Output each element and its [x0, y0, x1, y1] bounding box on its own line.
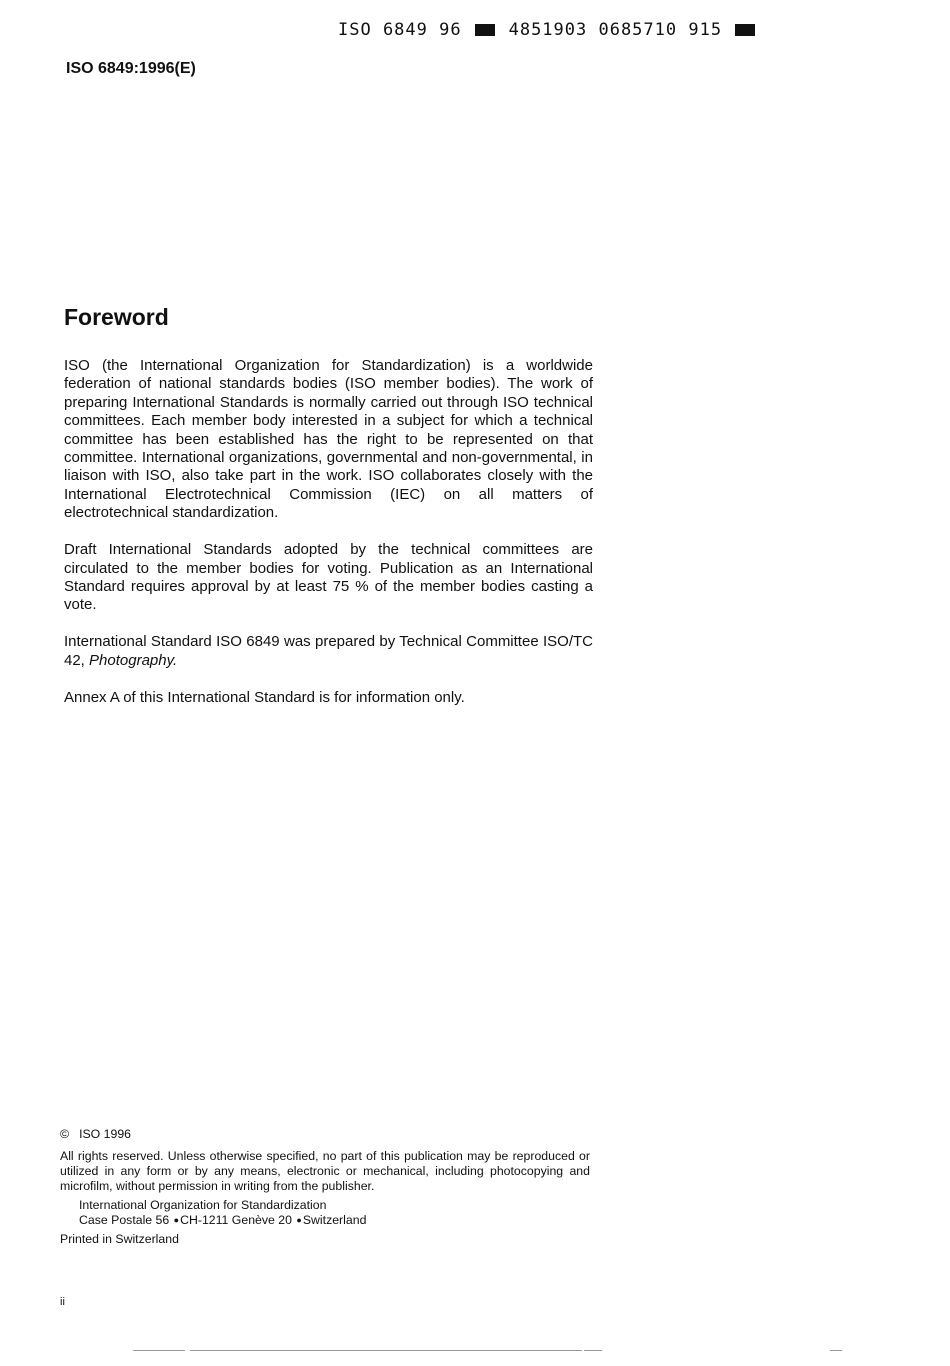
scan-artifact-line	[190, 1350, 582, 1351]
barcode-line	[338, 18, 755, 42]
foreword-title: Foreword	[64, 304, 169, 330]
paragraph-3-text: International Standard ISO 6849 was prepared by Technical Committee ISO/TC 42,	[64, 633, 593, 669]
barcode-block-2	[735, 24, 755, 36]
printed-in: Printed in Switzerland	[60, 1232, 179, 1246]
scan-artifact-line	[133, 1350, 185, 1351]
foreword-body	[64, 357, 593, 707]
foreword-paragraph-2: Draft International Standards adopted by the technical committees are circulated to the member bodies for voting. Publication as an International Standard requires approval by at least 75 % of the member bodies casting a vote.	[64, 541, 593, 614]
publisher-address	[60, 1198, 590, 1228]
page-number: ii	[60, 1296, 65, 1308]
copyright-icon: ©	[60, 1127, 70, 1141]
publisher-name: International Organization for Standardization	[79, 1198, 327, 1212]
copyright-year: ISO 1996	[79, 1127, 132, 1141]
address-part-2: CH-1211 Genève 20	[180, 1213, 292, 1227]
postal-address	[79, 1213, 590, 1228]
foreword-paragraph-3	[64, 633, 593, 670]
copyright-block	[60, 1127, 590, 1247]
rights-statement: All rights reserved. Unless otherwise specified, no part of this publication may be reproduced or utilized in any form or by any means, electronic or mechanical, including photocopying and microfilm, without permission in writing from the publisher.	[60, 1149, 590, 1193]
address-part-1: Case Postale 56	[79, 1213, 170, 1227]
bullet-icon: ●	[296, 1215, 302, 1225]
barcode-block-1	[475, 24, 495, 36]
document-id: ISO 6849:1996(E)	[66, 60, 196, 77]
copyright-line	[60, 1127, 590, 1142]
address-part-3: Switzerland	[302, 1213, 367, 1227]
scan-artifact-line	[584, 1350, 602, 1351]
barcode-segment-1: ISO 6849 96	[338, 20, 462, 40]
foreword-paragraph-1: ISO (the International Organization for Standardization) is a worldwide federation of national standards bodies (ISO member bodies). The work of preparing International Standards is normally carried out through ISO technical committees. Each member body interested in a subject for which a technical committee has been established has the right to be represented on that committee. International organizations, governmental and non-governmental, in liaison with ISO, also take part in the work. ISO collaborates closely with the International Electrotechnical Commission (IEC) on all matters of electrotechnical standardization.	[64, 357, 593, 522]
bullet-icon: ●	[173, 1215, 180, 1225]
committee-title: Photography.	[89, 651, 178, 669]
foreword-paragraph-4: Annex A of this International Standard is for information only.	[64, 688, 465, 706]
barcode-segment-2: 4851903 0685710 915	[508, 20, 723, 40]
scan-artifact-line	[830, 1350, 842, 1351]
